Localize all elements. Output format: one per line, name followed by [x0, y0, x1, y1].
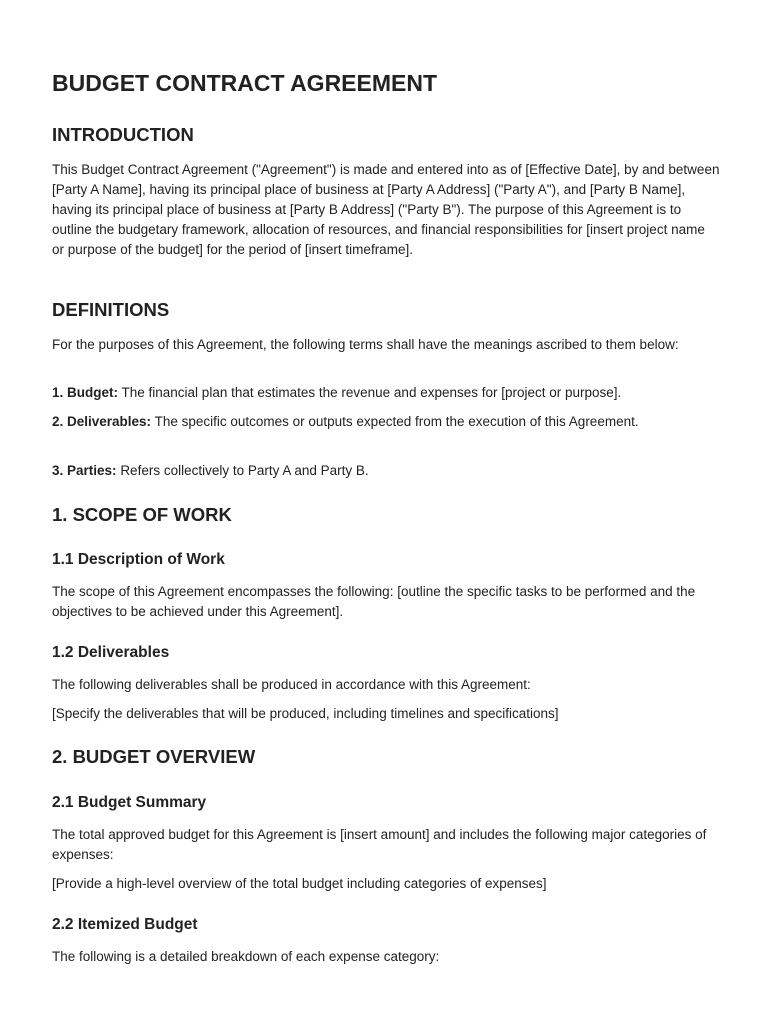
definition-text: Refers collectively to Party A and Party B. [120, 463, 369, 478]
budget-overview-heading: 2. BUDGET OVERVIEW [52, 746, 256, 767]
definition-term: 3. Parties: [52, 463, 117, 478]
budget-summary-paragraph: The total approved budget for this Agreement is [insert amount] and includes the following major categories of expenses: [52, 827, 707, 862]
budget-summary-heading: 2.1 Budget Summary [52, 794, 207, 811]
introduction-paragraph: This Budget Contract Agreement ("Agreement") is made and entered into as of [Effective Date], by and between [Party A Name], having its principal place of business at [Party A Address] ("Party A"), and [Party B Name], having its principal place of business at [Party B Address] ("Party B"). The purpose of this Agreement is to outline the budgetary framework, allocation of resources, and financial responsibilities for [insert project name or purpose of the budget] for the period of [insert timeframe]. [52, 162, 720, 257]
deliverables-heading: 1.2 Deliverables [52, 644, 170, 661]
itemized-budget-heading: 2.2 Itemized Budget [52, 916, 198, 933]
definitions-heading: DEFINITIONS [52, 299, 170, 320]
scope-heading: 1. SCOPE OF WORK [52, 504, 232, 525]
definition-item-parties [52, 461, 720, 481]
definition-term: 2. Deliverables: [52, 414, 152, 429]
introduction-heading: INTRODUCTION [52, 124, 194, 145]
description-of-work-paragraph: The scope of this Agreement encompasses the following: [outline the specific tasks to be performed and the objectives to be achieved under this Agreement]. [52, 584, 696, 619]
definitions-intro: For the purposes of this Agreement, the following terms shall have the meanings ascribed to them below: [52, 337, 679, 352]
itemized-budget-paragraph: The following is a detailed breakdown of each expense category: [52, 949, 440, 964]
document-title: BUDGET CONTRACT AGREEMENT [52, 70, 438, 96]
definition-term: 1. Budget: [52, 385, 118, 400]
definition-item-deliverables [52, 412, 720, 432]
deliverables-paragraph: The following deliverables shall be produced in accordance with this Agreement: [52, 677, 531, 692]
description-of-work-heading: 1.1 Description of Work [52, 551, 225, 568]
deliverables-placeholder: [Specify the deliverables that will be produced, including timelines and specifications] [52, 706, 559, 721]
definition-text: The financial plan that estimates the revenue and expenses for [project or purpose]. [121, 385, 622, 400]
definition-text: The specific outcomes or outputs expected from the execution of this Agreement. [154, 414, 639, 429]
definition-item-budget [52, 383, 720, 403]
budget-summary-placeholder: [Provide a high-level overview of the total budget including categories of expenses] [52, 876, 547, 891]
